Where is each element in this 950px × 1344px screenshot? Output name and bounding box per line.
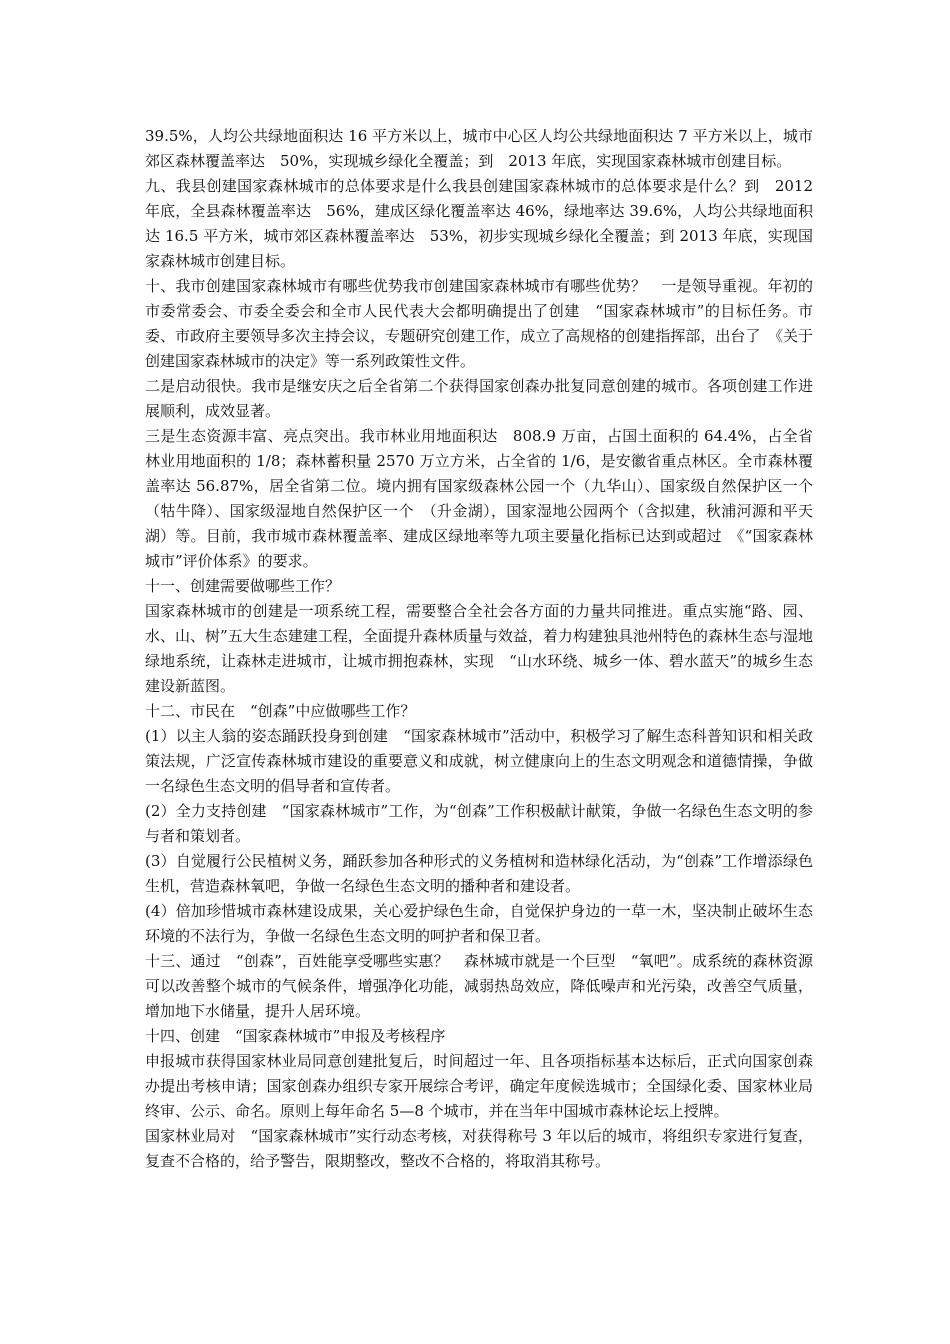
paragraph-item-1: (1）以主人翁的姿态踊跃投身到创建 “国家森林城市”活动中，积极学习了解生态科普知识和相关政策法规，广泛宣传森林城市建设的重要意义和成就，树立健康向上的生态文明观念和道德情操，争做一名绿色生态文明的倡导者和宣传者。 — [145, 727, 813, 795]
heading-section-12: 十二、市民在 “创森”中应做哪些工作？ — [145, 702, 416, 720]
paragraph-section-14-body-2: 国家林业局对 “国家森林城市”实行动态考核，对获得称号 3 年以后的城市，将组织专家进行复查，复查不合格的，给予警告，限期整改，整改不合格的，将取消其称号。 — [145, 1127, 813, 1170]
paragraph-item-2: (2）全力支持创建 “国家森林城市”工作，为“创森”工作积极献计献策，争做一名绿色生态文明的参与者和策划者。 — [145, 802, 813, 845]
paragraph-advantage-2: 二是启动很快。我市是继安庆之后全省第二个获得国家创森办批复同意创建的城市。各项创建工作进展顺利，成效显著。 — [145, 377, 813, 420]
paragraph-intro-continuation: 39.5%，人均公共绿地面积达 16 平方米以上，城市中心区人均公共绿地面积达 7 平方米以上，城市郊区森林覆盖率达 50%，实现城乡绿化全覆盖；到 2013 年底，实现国家森林城市创建目标。 — [145, 127, 813, 170]
paragraph-section-13: 十三、通过 “创森”，百姓能享受哪些实惠？ 森林城市就是一个巨型 “氧吧”。成系统的森林资源可以改善整个城市的气候条件，增强净化功能，减弱热岛效应，降低噪声和光污染，改善空气质量，增加地下水储量，提升人居环境。 — [145, 952, 813, 1020]
paragraph-section-10: 十、我市创建国家森林城市有哪些优势我市创建国家森林城市有哪些优势？ 一是领导重视。年初的市委常委会、市委全委会和全市人民代表大会都明确提出了创建 “国家森林城市”的目标任务。市委、市政府主要领导多次主持会议，专题研究创建工作，成立了高规格的创建指挥部，出台了 《关于创建国家森林城市的决定》等一系列政策性文件。 — [145, 277, 813, 370]
paragraph-section-9: 九、我县创建国家森林城市的总体要求是什么我县创建国家森林城市的总体要求是什么？到 2012 年底，全县森林覆盖率达 56%，建成区绿化覆盖率达 46%，绿地率达 39.6%，人均公共绿地面积达 16.5 平方米，城市郊区森林覆盖率达 53%，初步实现城乡绿化全覆盖；到 2013 年底，实现国家森林城市创建目标。 — [145, 177, 813, 270]
document-body — [145, 124, 829, 1174]
paragraph-section-14-body-1: 申报城市获得国家林业局同意创建批复后，时间超过一年、且各项指标基本达标后，正式向国家创森办提出考核申请；国家创森办组织专家开展综合考评，确定年度候选城市；全国绿化委、国家林业局终审、公示、命名。原则上每年命名 5—8 个城市，并在当年中国城市森林论坛上授牌。 — [145, 1052, 813, 1120]
heading-section-14: 十四、创建 “国家森林城市”申报及考核程序 — [145, 1027, 446, 1045]
heading-section-11: 十一、创建需要做哪些工作？ — [145, 577, 341, 595]
paragraph-section-11-body: 国家森林城市的创建是一项系统工程，需要整合全社会各方面的力量共同推进。重点实施“路、园、水、山、树”五大生态建建工程，全面提升森林质量与效益，着力构建独具池州特色的森林生态与湿地绿地系统，让森林走进城市，让城市拥抱森林，实现 “山水环绕、城乡一体、碧水蓝天”的城乡生态建设新蓝图。 — [145, 602, 813, 695]
paragraph-advantage-3: 三是生态资源丰富、亮点突出。我市林业用地面积达 808.9 万亩，占国土面积的 64.4%，占全省林业用地面积的 1/8；森林蓄积量 2570 万立方米，占全省的 1/6，是安徽省重点林区。全市森林覆盖率达 56.87%，居全省第二位。境内拥有国家级森林公园一个（九华山）、国家级自然保护区一个 （牯牛降）、国家级湿地自然保护区一个 （升金湖），国家湿地公园两个（含拟建，秋浦河源和平天湖）等。目前，我市城市森林覆盖率、建成区绿地率等九项主要量化指标已达到或超过 《“国家森林城市”评价体系》的要求。 — [145, 427, 829, 570]
paragraph-item-4: (4）倍加珍惜城市森林建设成果，关心爱护绿色生命，自觉保护身边的一草一木，坚决制止破坏生态环境的不法行为，争做一名绿色生态文明的呵护者和保卫者。 — [145, 902, 813, 945]
paragraph-item-3: (3）自觉履行公民植树义务，踊跃参加各种形式的义务植树和造林绿化活动，为“创森”工作增添绿色生机，营造森林氧吧，争做一名绿色生态文明的播种者和建设者。 — [145, 852, 813, 895]
